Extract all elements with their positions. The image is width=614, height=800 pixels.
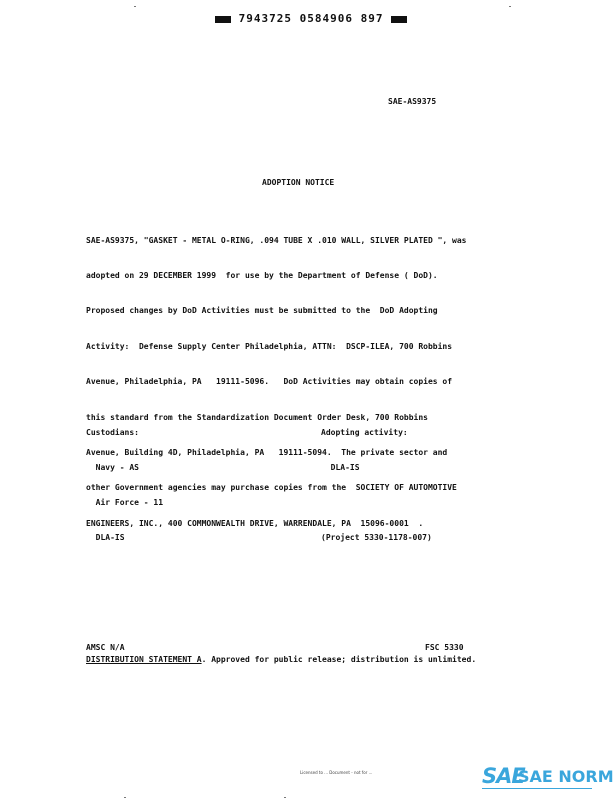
adopting-item: DLA-IS [321, 462, 360, 472]
custodian-item: DLA-IS [86, 532, 125, 542]
scan-speck [124, 797, 126, 798]
body-line: Proposed changes by DoD Activities must be submitted to the DoD Adopting [86, 306, 438, 316]
scan-speck [509, 6, 511, 7]
project-number: (Project 5330-1178-007) [321, 532, 432, 542]
barcode-header [215, 12, 407, 25]
barcode-text: 7943725 0584906 897 [238, 12, 384, 25]
adopting-spacer [321, 497, 432, 509]
scan-speck [284, 797, 286, 798]
body-line: this standard from the Standardization Document Order Desk, 700 Robbins [86, 412, 428, 422]
body-line: other Government agencies may purchase copies from the SOCIETY OF AUTOMOTIVE [86, 483, 457, 493]
body-line: Activity: Defense Supply Center Philadelphia, ATTN: DSCP-ILEA, 700 Robbins [86, 341, 453, 351]
fsc-code: FSC 5330 [425, 643, 464, 652]
adopting-heading: Adopting activity: [321, 428, 408, 438]
custodians-heading: Custodians: [86, 428, 139, 438]
body-line: Avenue, Philadelphia, PA 19111-5096. DoD Activities may obtain copies of [86, 377, 453, 387]
distribution-text: . Approved for public release; distribution is unlimited. [201, 655, 477, 664]
sae-norm-logo [482, 764, 614, 794]
barcode-bar-right [391, 16, 407, 23]
body-line: ENGINEERS, INC., 400 COMMONWEALTH DRIVE, WARRENDALE, PA 15096-0001 . [86, 518, 424, 528]
barcode-bar-left [215, 16, 231, 23]
logo-underline [482, 788, 592, 789]
document-number: SAE-AS9375 [388, 97, 437, 106]
custodian-item: Air Force - 11 [86, 497, 164, 507]
body-line: adopted on 29 DECEMBER 1999 for use by the Department of Defense ( DoD). [86, 270, 438, 280]
license-footnote: Licensed to ... Document - not for ... [300, 770, 373, 775]
sae-logo-text: SAE NORM [518, 767, 614, 786]
distribution-label: DISTRIBUTION STATEMENT A [86, 655, 202, 664]
scan-speck [134, 6, 136, 7]
amsc-code: AMSC N/A [86, 643, 125, 652]
document-title: ADOPTION NOTICE [262, 178, 335, 187]
adopting-activity-block [321, 404, 432, 555]
custodians-block [86, 404, 163, 555]
distribution-statement [86, 655, 476, 664]
body-line: SAE-AS9375, "GASKET - METAL O-RING, .094 TUBE X .010 WALL, SILVER PLATED ", was [86, 235, 467, 245]
body-line: Avenue, Building 4D, Philadelphia, PA 19111-5094. The private sector and [86, 447, 448, 457]
sae-logo-mark: SAE [482, 764, 525, 788]
custodian-item: Navy - AS [86, 462, 139, 472]
